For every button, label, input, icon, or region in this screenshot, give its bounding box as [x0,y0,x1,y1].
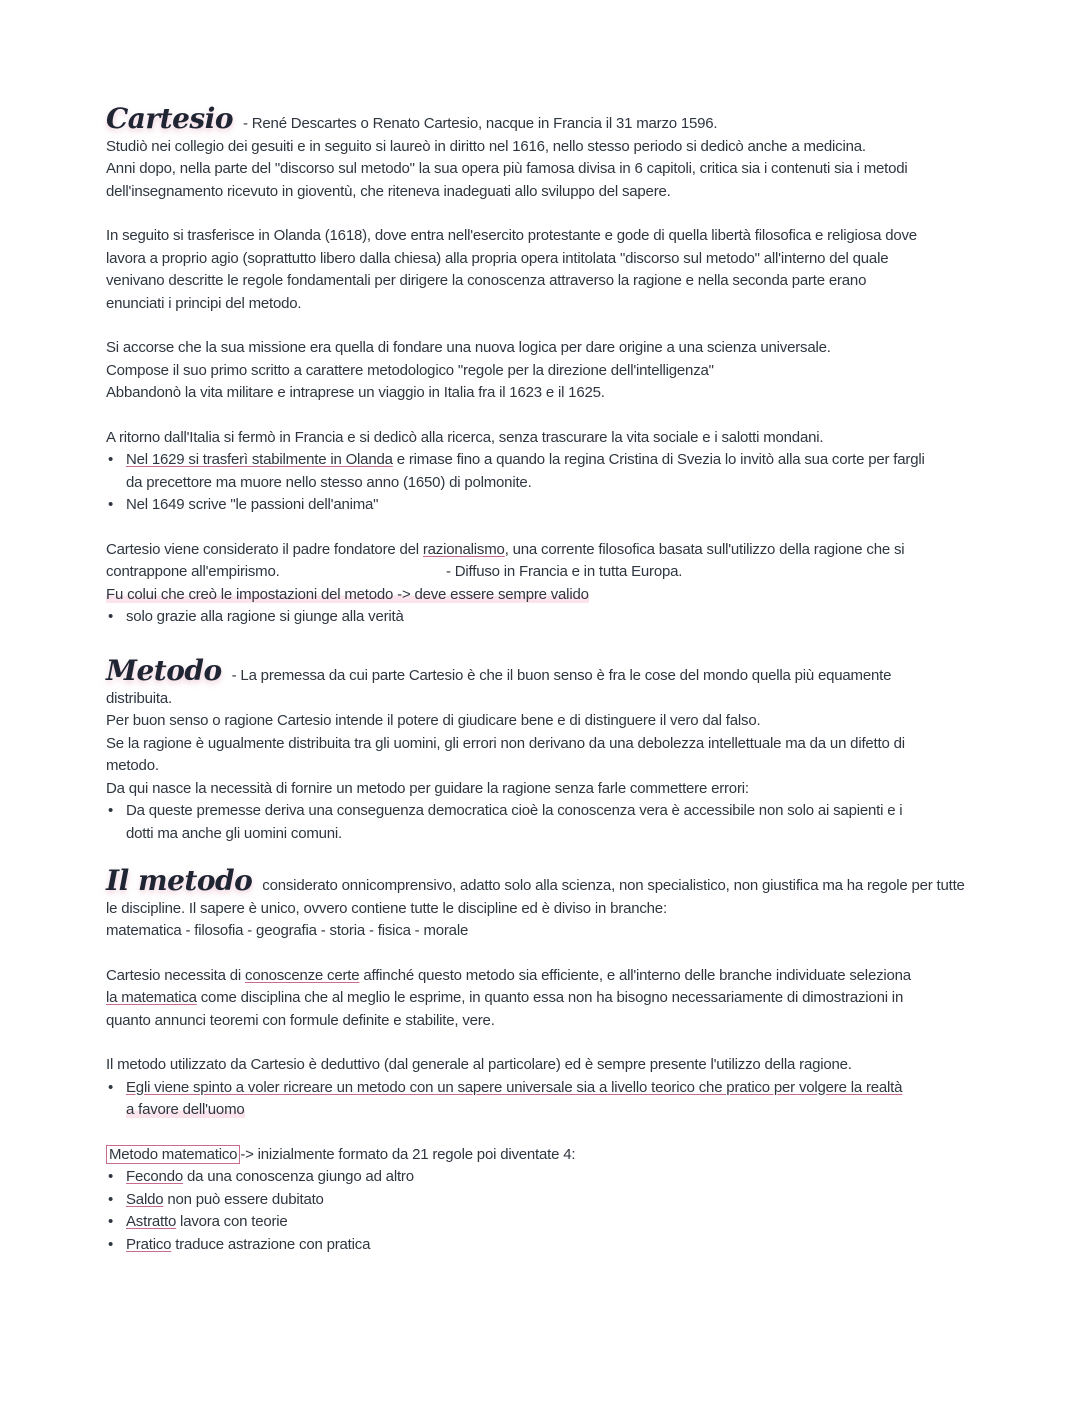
text-line: Si accorse che la sua missione era quella di fondare una nuova logica per dare origine a una scienza universale. [106,339,831,356]
text-line [106,539,976,562]
text-line: lavora a proprio agio (soprattutto libero dalla chiesa) alla propria opera intitolata "discorso sul metodo" all'interno del quale [106,249,889,267]
il-metodo-title-line [106,864,976,898]
text-line: Anni dopo, nella parte del "discorso sul metodo" la sua opera più famosa divisa in 6 capitoli, critica sia i contenuti sia i metodi [106,160,908,177]
text-line: A ritorno dall'Italia si fermò in Francia e si dedicò alla ricerca, senza trascurare la vita sociale e i salotti mondani. [106,428,824,446]
rules-list [106,1166,976,1256]
text-line: Da qui nasce la necessità di fornire un metodo per guidare la ragione senza farle commettere errori: [106,779,749,797]
text-line: quanto annunci teoremi con formule definite e stabilite, vere. [106,1011,495,1029]
list-item [126,1189,976,1212]
text-line: In seguito si trasferisce in Olanda (1618), dove entra nell'esercito protestante e gode di quella libertà filosofica e religiosa dove [106,227,917,244]
metodo-title-line [106,654,976,688]
list-item [126,1211,976,1234]
text-line: distribuita. [106,689,172,707]
text-line: Se la ragione è ugualmente distribuita tra gli uomini, gli errori non derivano da una debolezza intellettuale ma da un difetto di [106,734,905,752]
metodo-intro: - La premessa da cui parte Cartesio è che il buon senso è fra le cose del mondo quella più equamente [231,667,892,684]
list-item [126,1166,976,1189]
text-line: Compose il suo primo scritto a carattere metodologico "regole per la direzione dell'intelligenza" [106,361,714,379]
text-fragment: da precettore ma muore nello stesso anno (1650) di polmonite. [126,473,532,491]
section-metodo [106,654,976,845]
cartesio-intro: - René Descartes o Renato Cartesio, nacque in Francia il 31 marzo 1596. [243,115,718,132]
rule-term: Pratico [126,1235,172,1253]
highlighted-text: Fu colui che creò le impostazioni del metodo -> deve essere sempre valido [106,585,589,603]
rule-term: Fecondo [126,1168,183,1185]
text-line: Il metodo utilizzato da Cartesio è deduttivo (dal generale al particolare) ed è sempre presente l'utilizzo della ragione. [106,1056,852,1073]
text-line [106,561,976,584]
list-item: • Nel 1649 scrive "le passioni dell'anima" [126,494,976,517]
boxed-term: Metodo matematico [106,1145,240,1164]
text-line: metodo. [106,757,159,774]
metodo-bullets [106,800,976,845]
text-line: Abbandonò la vita militare e intraprese un viaggio in Italia fra il 1623 e il 1625. [106,384,605,401]
text-fragment: Cartesio viene considerato il padre fondatore del [106,540,423,558]
text-fragment: contrappone all'empirismo. [106,563,280,580]
rule-desc: traduce astrazione con pratica [171,1235,371,1253]
text-line: Studiò nei collegio dei gesuiti e in seguito si laureò in diritto nel 1616, nello stesso periodo si dedicò anche a medicina. [106,137,866,155]
underlined-text: la matematica [106,989,197,1006]
underlined-text: Nel 1629 si trasferì stabilmente in Olanda [126,451,393,468]
underlined-text: Egli viene spinto a voler ricreare un metodo con un sapere universale sia a livello teorico che pratico per volgere la realtà [126,1078,903,1096]
cartesio-title-line [106,102,976,136]
text-line: le discipline. Il sapere è unico, ovvero contiene tutte le discipline ed è diviso in branche: [106,899,667,917]
text-line: dell'insegnamento ricevuto in gioventù, che riteneva inadeguati allo sviluppo del sapere. [106,182,671,200]
il-metodo-intro: considerato onnicomprensivo, adatto solo alla scienza, non specialistico, non giustifica ma ha regole per tutte [262,877,965,894]
text-fragment: affinché questo metodo sia efficiente, e all'interno delle branche individuate seleziona [359,966,911,984]
text-fragment: -> inizialmente formato da 21 regole poi diventate 4: [240,1145,576,1163]
text-fragment: dotti ma anche gli uomini comuni. [126,824,343,842]
list-item [126,449,976,494]
text-line: Per buon senso o ragione Cartesio intende il potere di giudicare bene e di distinguere il vero dal falso. [106,712,761,729]
list-item [126,1234,976,1257]
rule-term: Saldo [126,1190,164,1208]
text-fragment: e rimase fino a quando la regina Cristina di Svezia lo invitò alla sua corte per fargli [392,451,925,468]
rule-desc: non può essere dubitato [163,1190,324,1208]
list-item: • solo grazie alla ragione si giunge alla verità [126,606,976,629]
text-line: enunciati i principi del metodo. [106,294,302,312]
cartesio-bullets-2 [106,606,976,629]
section-il-metodo [106,864,976,1256]
rule-desc: da una conoscenza giungo ad altro [182,1168,414,1185]
list-item [126,1077,976,1122]
text-fragment: , una corrente filosofica basata sull'utilizzo della ragione che si [504,540,905,558]
text-line [106,987,976,1010]
text-fragment: Da queste premesse deriva una conseguenza democratica cioè la conoscenza vera è accessibile non solo ai sapienti e i [126,802,903,819]
highlighted-text: a favore dell'uomo [126,1101,245,1118]
text-line: matematica - filosofia - geografia - storia - fisica - morale [106,922,469,939]
text-fragment: Cartesio necessita di [106,966,246,984]
metodo-heading: Metodo [106,654,222,687]
section-cartesio [106,102,976,629]
list-item [126,800,976,845]
underlined-text: razionalismo [422,540,505,558]
text-line [106,584,976,607]
side-note: - Diffuso in Francia e in tutta Europa. [446,563,683,580]
text-line [106,1144,976,1167]
text-fragment: come disciplina che al meglio le esprime, in quanto essa non ha bisogno necessariamente di dimostrazioni in [196,989,904,1006]
text-line: venivano descritte le regole fondamentali per dirigere la conoscenza attraverso la ragione e nella seconda parte erano [106,272,867,289]
cartesio-heading: Cartesio [106,102,234,135]
rule-term: Astratto [126,1213,177,1230]
underlined-text: conoscenze certe [245,966,360,984]
cartesio-bullets [106,449,976,517]
rule-desc: lavora con teorie [176,1213,288,1230]
text-line [106,965,976,988]
il-metodo-heading: Il metodo [106,864,253,897]
il-metodo-bullets [106,1077,976,1122]
